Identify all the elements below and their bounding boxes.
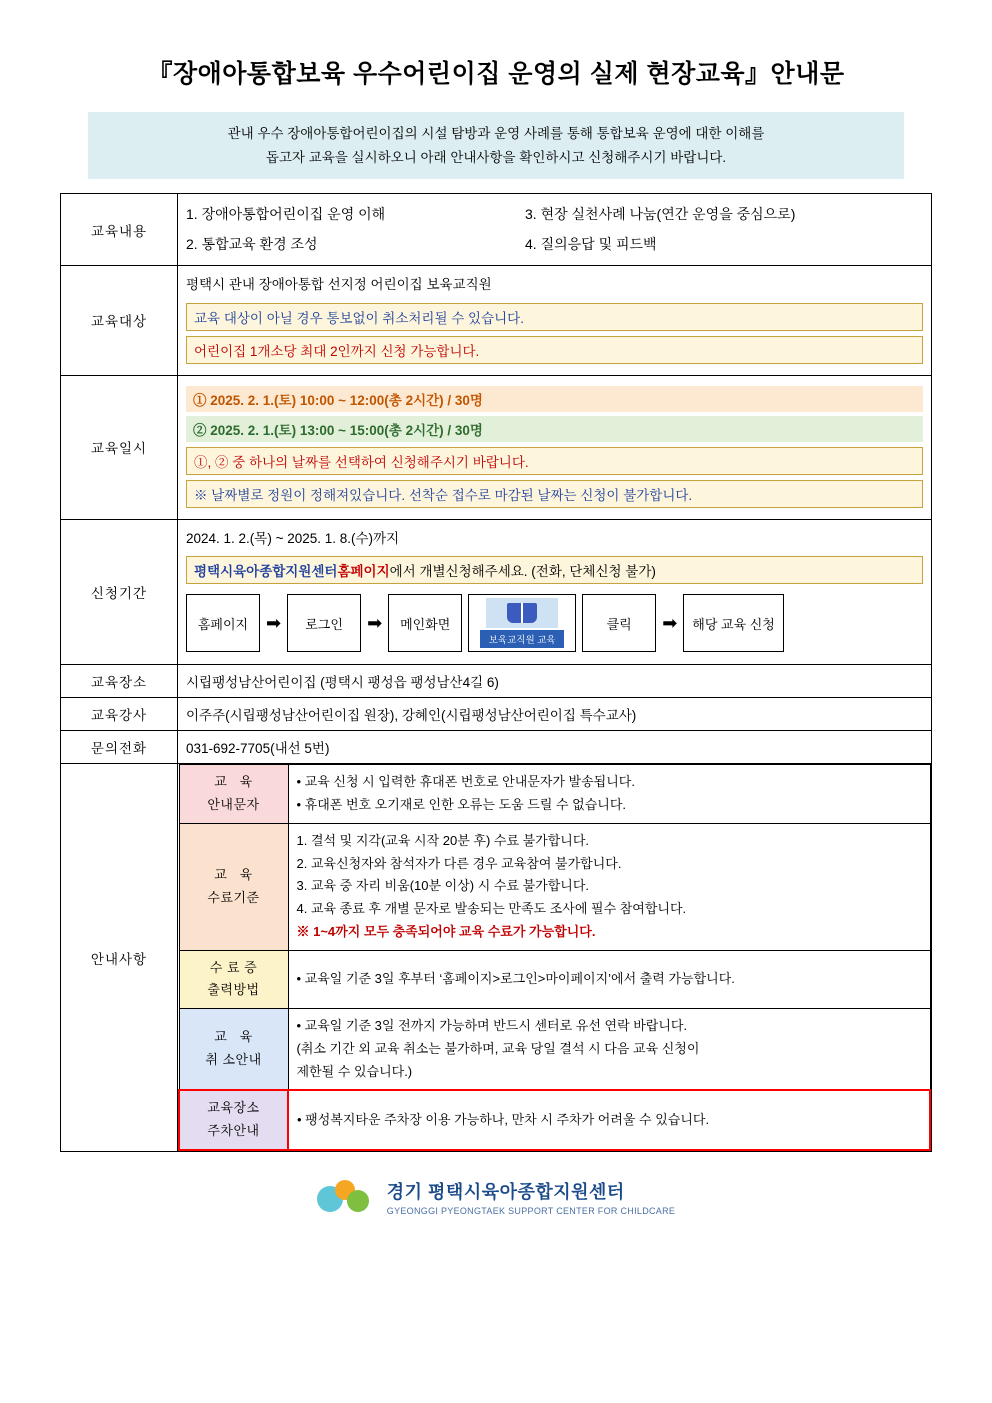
notice-body-completion xyxy=(288,823,930,950)
notice-completion-line-5: ※ 1~4까지 모두 충족되어야 교육 수료가 가능합니다. xyxy=(296,923,596,939)
notice-row-sms xyxy=(179,765,930,824)
label-period: 신청기간 xyxy=(61,519,178,665)
content-item-3: 3. 현장 실천사례 나눔(연간 운영을 중심으로) xyxy=(525,206,796,223)
table-row-place xyxy=(61,665,932,698)
notice-label-certificate: 수 료 증 출력방법 xyxy=(179,950,288,1009)
label-datetime: 교육일시 xyxy=(61,375,178,519)
footer-logo xyxy=(60,1178,932,1216)
notice-cancel-line-3: 제한될 수 있습니다.) xyxy=(296,1063,413,1079)
content-item-1: 1. 장애아통합어린이집 운영 이해 xyxy=(186,206,386,223)
notice-completion-line-1: 1. 결석 및 지각(교육 시작 20분 후) 수료 불가합니다. xyxy=(296,832,590,848)
step-login: 로그인 xyxy=(287,594,361,652)
intro-box xyxy=(88,112,904,179)
notice-completion-line-2: 2. 교육신청자와 참석자가 다른 경우 교육참여 불가합니다. xyxy=(296,855,622,871)
content-item-4: 4. 질의응답 및 피드백 xyxy=(525,235,657,252)
step-apply: 해당 교육 신청 xyxy=(683,594,784,652)
footer-org-name-kr: 경기 평택시육아종합지원센터 xyxy=(386,1181,625,1202)
table-row-phone xyxy=(61,731,932,764)
cell-contents xyxy=(178,194,932,266)
cell-instructor: 이주주(시립팽성남산어린이집 원장), 강혜인(시립팽성남산어린이집 특수교사) xyxy=(178,698,932,731)
table-row-contents xyxy=(61,194,932,266)
arrow-right-icon-2: ➡ xyxy=(367,613,383,634)
footer-org-name-en: GYEONGGI PYEONGTAEK SUPPORT CENTER FOR CHILDCARE xyxy=(386,1205,676,1216)
label-place: 교육장소 xyxy=(61,665,178,698)
notice-row-cancel xyxy=(179,1009,930,1091)
notice-label-completion: 교 육 수료기준 xyxy=(179,823,288,950)
notice-certificate-line-1: • 교육일 기준 3일 후부터 ‘홈페이지>로그인>마이페이지’에서 출력 가능합니다. xyxy=(296,970,735,986)
cell-phone: 031-692-7705(내선 5번) xyxy=(178,731,932,764)
banner-label: 보육교직원 교육 xyxy=(480,630,564,648)
step-click: 클릭 xyxy=(582,594,656,652)
datetime-option-2: ② 2025. 2. 1.(토) 13:00 ~ 15:00(총 2시간) / 30명 xyxy=(186,416,923,442)
notice-row-completion xyxy=(179,823,930,950)
arrow-right-icon-1: ➡ xyxy=(266,613,282,634)
cell-datetime xyxy=(178,375,932,519)
intro-line-2: 돕고자 교육을 실시하오니 아래 안내사항을 확인하시고 신청해주시기 바랍니다. xyxy=(265,149,727,165)
notice-row-parking xyxy=(179,1090,930,1150)
notice-label-cancel: 교 육 취 소안내 xyxy=(179,1009,288,1091)
notice-completion-line-4: 4. 교육 종료 후 개별 문자로 발송되는 만족도 조사에 필수 참여합니다. xyxy=(296,901,687,917)
label-instructor: 교육강사 xyxy=(61,698,178,731)
target-main: 평택시 관내 장애아통합 선지정 어린이집 보육교직원 xyxy=(186,277,492,293)
datetime-option-1: ① 2025. 2. 1.(토) 10:00 ~ 12:00(총 2시간) / 30명 xyxy=(186,386,923,412)
notice-sms-line-2: • 휴대폰 번호 오기재로 인한 오류는 도움 드릴 수 없습니다. xyxy=(296,797,627,813)
notice-label-parking: 교육장소 주차안내 xyxy=(179,1090,288,1150)
notice-table xyxy=(178,764,931,1151)
cell-place: 시립팽성남산어린이집 (평택시 팽성읍 팽성남산4길 6) xyxy=(178,665,932,698)
intro-line-1: 관내 우수 장애아통합어린이집의 시설 탐방과 운영 사례를 통해 통합보육 운영에 대한 이해를 xyxy=(227,126,765,141)
book-icon xyxy=(486,598,558,628)
notice-body-sms xyxy=(288,765,930,824)
notice-parking-line-1: • 팽성복지타운 주차장 이용 가능하나, 만차 시 주차가 어려울 수 있습니다. xyxy=(297,1111,710,1127)
content-item-2: 2. 통합교육 환경 조성 xyxy=(186,235,318,252)
step-main-screen: 메인화면 xyxy=(388,594,462,652)
period-apply-prefix: 평택시육아종합지원센터 xyxy=(194,564,338,580)
target-note-1: 교육 대상이 아닐 경우 통보없이 취소처리될 수 있습니다. xyxy=(186,303,923,331)
target-note-2: 어린이집 1개소당 최대 2인까지 신청 가능합니다. xyxy=(186,336,923,364)
center-logo-icon xyxy=(317,1180,375,1214)
notice-row-certificate xyxy=(179,950,930,1009)
notice-cancel-line-2: (취소 기간 외 교육 취소는 불가하며, 교육 당일 결석 시 다음 교육 신청이 xyxy=(296,1040,700,1056)
label-notice: 안내사항 xyxy=(61,764,178,1152)
table-row-datetime xyxy=(61,375,932,519)
notice-completion-line-3: 3. 교육 중 자리 비움(10분 이상) 시 수료 불가합니다. xyxy=(296,878,590,894)
notice-sms-line-1: • 교육 신청 시 입력한 휴대폰 번호로 안내문자가 발송됩니다. xyxy=(296,774,635,790)
banner-image-childcare-training xyxy=(468,594,576,652)
datetime-note-1: ①, ② 중 하나의 날짜를 선택하여 신청해주시기 바랍니다. xyxy=(186,447,923,475)
cell-period xyxy=(178,519,932,665)
period-apply-suffix: 에서 개별신청해주세요. (전화, 단체신청 불가) xyxy=(389,564,656,580)
label-contents: 교육내용 xyxy=(61,194,178,266)
label-phone: 문의전화 xyxy=(61,731,178,764)
table-row-notice xyxy=(61,764,932,1152)
table-row-period xyxy=(61,519,932,665)
arrow-right-icon-3: ➡ xyxy=(662,613,678,634)
page-title: 『장애아통합보육 우수어린이집 운영의 실제 현장교육』안내문 xyxy=(147,60,845,88)
notice-label-sms: 교 육 안내문자 xyxy=(179,765,288,824)
cell-notice xyxy=(178,764,932,1152)
step-homepage: 홈페이지 xyxy=(186,594,260,652)
notice-body-certificate xyxy=(288,950,930,1009)
notice-body-cancel xyxy=(288,1009,930,1091)
period-apply-note xyxy=(186,556,923,584)
table-row-instructor xyxy=(61,698,932,731)
cell-target xyxy=(178,266,932,376)
notice-cancel-line-1: • 교육일 기준 3일 전까지 가능하며 반드시 센터로 유선 연락 바랍니다. xyxy=(296,1018,688,1034)
period-apply-link[interactable]: 홈페이지 xyxy=(337,564,390,580)
table-row-target xyxy=(61,266,932,376)
info-table xyxy=(60,193,932,1152)
notice-body-parking xyxy=(288,1090,930,1150)
application-steps xyxy=(186,594,923,652)
datetime-note-2: ※ 날짜별로 정원이 정해져있습니다. 선착순 접수로 마감된 날짜는 신청이 불가합니다. xyxy=(186,480,923,508)
label-target: 교육대상 xyxy=(61,266,178,376)
period-range: 2024. 1. 2.(목) ~ 2025. 1. 8.(수)까지 xyxy=(186,530,400,546)
